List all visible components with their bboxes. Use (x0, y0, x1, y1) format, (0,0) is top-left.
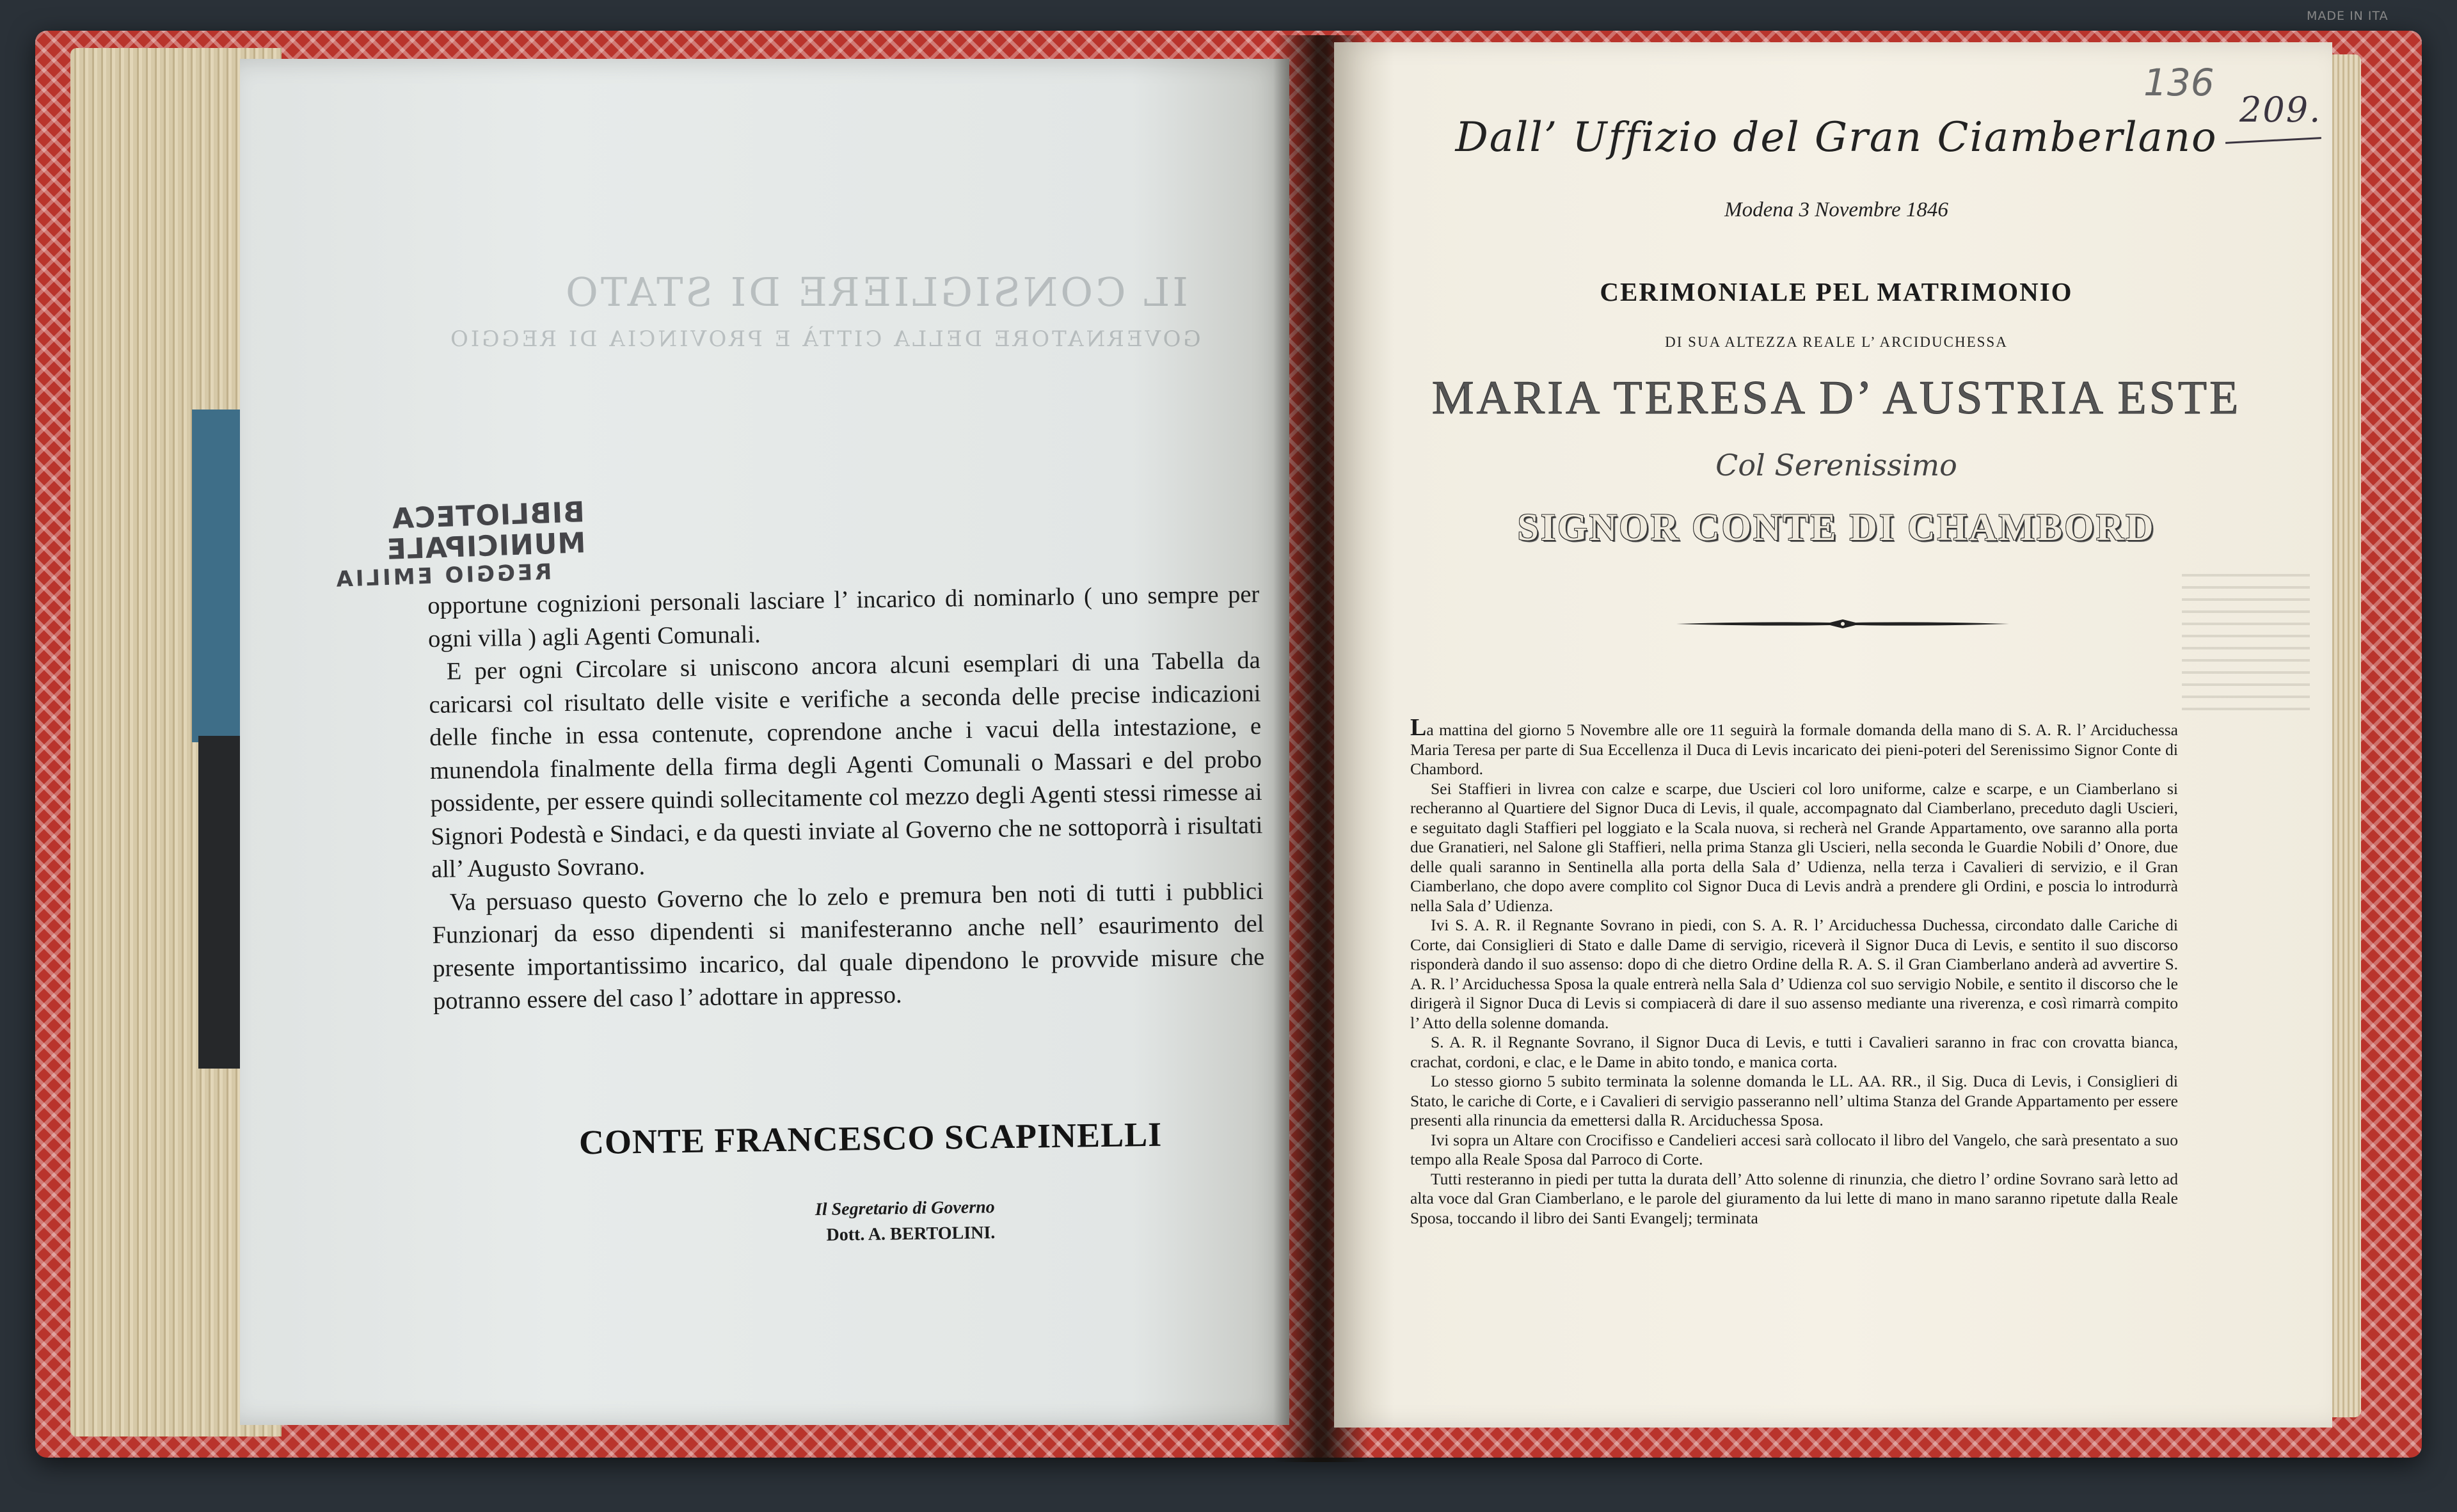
left-paragraph: Va persuaso questo Governo che lo zelo e premura ben noti di tutti i pubblici Funzionarj da esso dipendenti si manifesteranno anche nell’ esaurimento del presente importantissimo incarico, dal quale dipendono le provvide misure che potranno essere del caso l’ adottare in appresso. (432, 877, 1265, 1015)
highness-line: DI SUA ALTEZZA REALE L’ ARCIDUCHESSA (1665, 334, 2008, 350)
stamp-line-2: REGGIO EMILIA (333, 559, 552, 593)
left-body-text (427, 578, 1265, 1019)
bride-name: MARIA TERESA D’ AUSTRIA ESTE (1431, 372, 2241, 424)
first-paragraph-text: a mattina del giorno 5 Novembre alle ore 11 seguirà la formale domanda della mano di S. A. R. l’ Arciduchessa Maria Teresa per parte di Sua Eccellenza il Duca di Levis incaricato dei pieni-poteri del Serenissimo Signor Conte di Chambord. (1410, 720, 2178, 778)
library-stamp (296, 496, 587, 593)
secretary-title: Il Segretario di Governo (815, 1197, 995, 1220)
left-paragraph: E per ogni Circolare si uniscono ancora alcuni esemplari di una Tabella da caricarsi col risultato delle visite e verifiche a seconda delle precise indicazioni delle finche in essa contenute, coprendone anche i vacui della intestazione, e munendola finalmente della firma degli Agenti Comunali o Massari e del probo possidente, per essere quindi sollecitamente col mezzo degli Agenti stessi rimesse ai Signori Podestà e Sindaci, e da questi inviate al Governo che ne sottoporrà i risultati all’ Augusto Sovrano. (429, 646, 1263, 883)
ceremony-title: CERIMONIALE PEL MATRIMONIO (1600, 277, 2073, 306)
pencil-folio-number: 136 (2143, 61, 2214, 104)
right-paragraph (1410, 714, 2178, 779)
right-paragraph: Ivi S. A. R. il Regnante Sovrano in piedi, con S. A. R. l’ Arciduchessa Duchessa, circondato dalle Cariche di Corte, dai Consiglieri di Stato e dalle Dame di servigio, riceverà il Signor Duca di Levis, e sentito il suo discorso risponderà dando il suo assenso: dopo di che dietro Ordine della R. A. S. il Gran Ciamberlano anderà ad avvertire S. A. R. l’ Arciduchessa Sposa la quale entrerà nella Sala d’ Udienza col suo servigio Nobile, e sentito il discorso che le dirigerà il Signor Duca di Levis si compiacerà di dare il suo assenso mediante una riverenza, e così rimarrà compito l’ Atto della solenne domanda. (1410, 916, 2178, 1032)
right-paragraph: Ivi sopra un Altare con Crocifisso e Candelieri accesi sarà collocato il libro del Vangelo, che sarà presentato a suo tempo alla Reale Sposa dal Parroco di Corte. (1410, 1130, 2178, 1168)
left-paragraph: opportune cognizioni personali lasciare l’ incarico di nominarlo ( uno sempre per ogni villa ) agli Agenti Comunali. (427, 580, 1260, 653)
right-paragraph: S. A. R. il Regnante Sovrano, il Signor Duca di Levis, e tutti i Cavalieri saranno in frac con crovatta bianca, crachat, cordoni, e clac, e le Dame in abito tondo, e manica corta. (1410, 1033, 2178, 1071)
right-margin-show-through (2182, 569, 2310, 710)
edge-label: MADE IN ITA (2307, 9, 2389, 23)
right-paragraph: Lo stesso giorno 5 subito terminata la solenne domanda le LL. AA. RR., il Sig. Duca di Levis, i Consiglieri di Stato, le cariche di Corte, e i Cavalieri di servigio passeranno nell’ ultima Stanza del Grande Appartamento per essere presenti alla rinuncia da emettersi dalla R. Arciduchessa Sposa. (1410, 1072, 2178, 1129)
secretary-block (726, 1195, 995, 1250)
secretary-name: Dott. A. BERTOLINI. (826, 1223, 996, 1245)
signatory-name: CONTE FRANCESCO SCAPINELLI (578, 1115, 1163, 1162)
right-paragraph: Sei Staffieri in livrea con calze e scarpe, due Uscieri col loro uniforme, calze e scarpe, e un Ciamberlano si recheranno al Quartiere del Signor Duca di Levis, il quale, accompagnato dal Ciamberlano, preceduto dagli Uscieri, e seguitato dagli Staffieri pel loggiato e la Scala nuova, si recherà nel Grande Appartamento, ove saranno alla porta due Granatieri, nel Salone gli Staffieri, nella prima Stanza gli Uscieri, nella seconda le Guardie Nobili d’ Onore, due delle quali saranno in Sentinella alla porta della Sala d’ Udienza, nella terza i Cavalieri di servizio, e il Gran Ciamberlano, che dopo avere complito col Signor Duca di Levis andrà a prendere gli Ordini, e poscia lo introdurrà nella Sala d’ Udienza. (1410, 779, 2178, 915)
show-through-heading: IL CONSIGLIERE DI STATO (563, 269, 1188, 315)
right-body-text (1410, 714, 2178, 1228)
groom-name: SIGNOR CONTE DI CHAMBORD (1517, 506, 2156, 548)
issuing-office: Dall’ Uffizio del Gran Ciamberlano (1455, 114, 2218, 161)
document-date: Modena 3 Novembre 1846 (1724, 198, 1948, 221)
ink-folio-number: 209. (2239, 90, 2322, 130)
drop-cap: L (1410, 714, 1427, 741)
stamp-line-1: BIBLIOTECA MUNICIPALE (385, 496, 587, 567)
ornamental-rule (1676, 614, 2009, 633)
show-through-subheading: GOVERNATORE DELLA CITTÀ E PROVINCIA DI REGGIO (448, 326, 1201, 352)
with-line: Col Serenissimo (1715, 448, 1957, 482)
right-paragraph: Tutti resteranno in piedi per tutta la durata dell’ Atto solenne di rinunzia, che dietro l’ ordine Sovrano sarà letto ad alta voce dal Gran Ciamberlano, e le parole del giuramento da lui lette di mano in mano saranno ripetute dalla Reale Sposa, toccando il libro dei Santi Evangelj; terminata (1410, 1169, 2178, 1227)
